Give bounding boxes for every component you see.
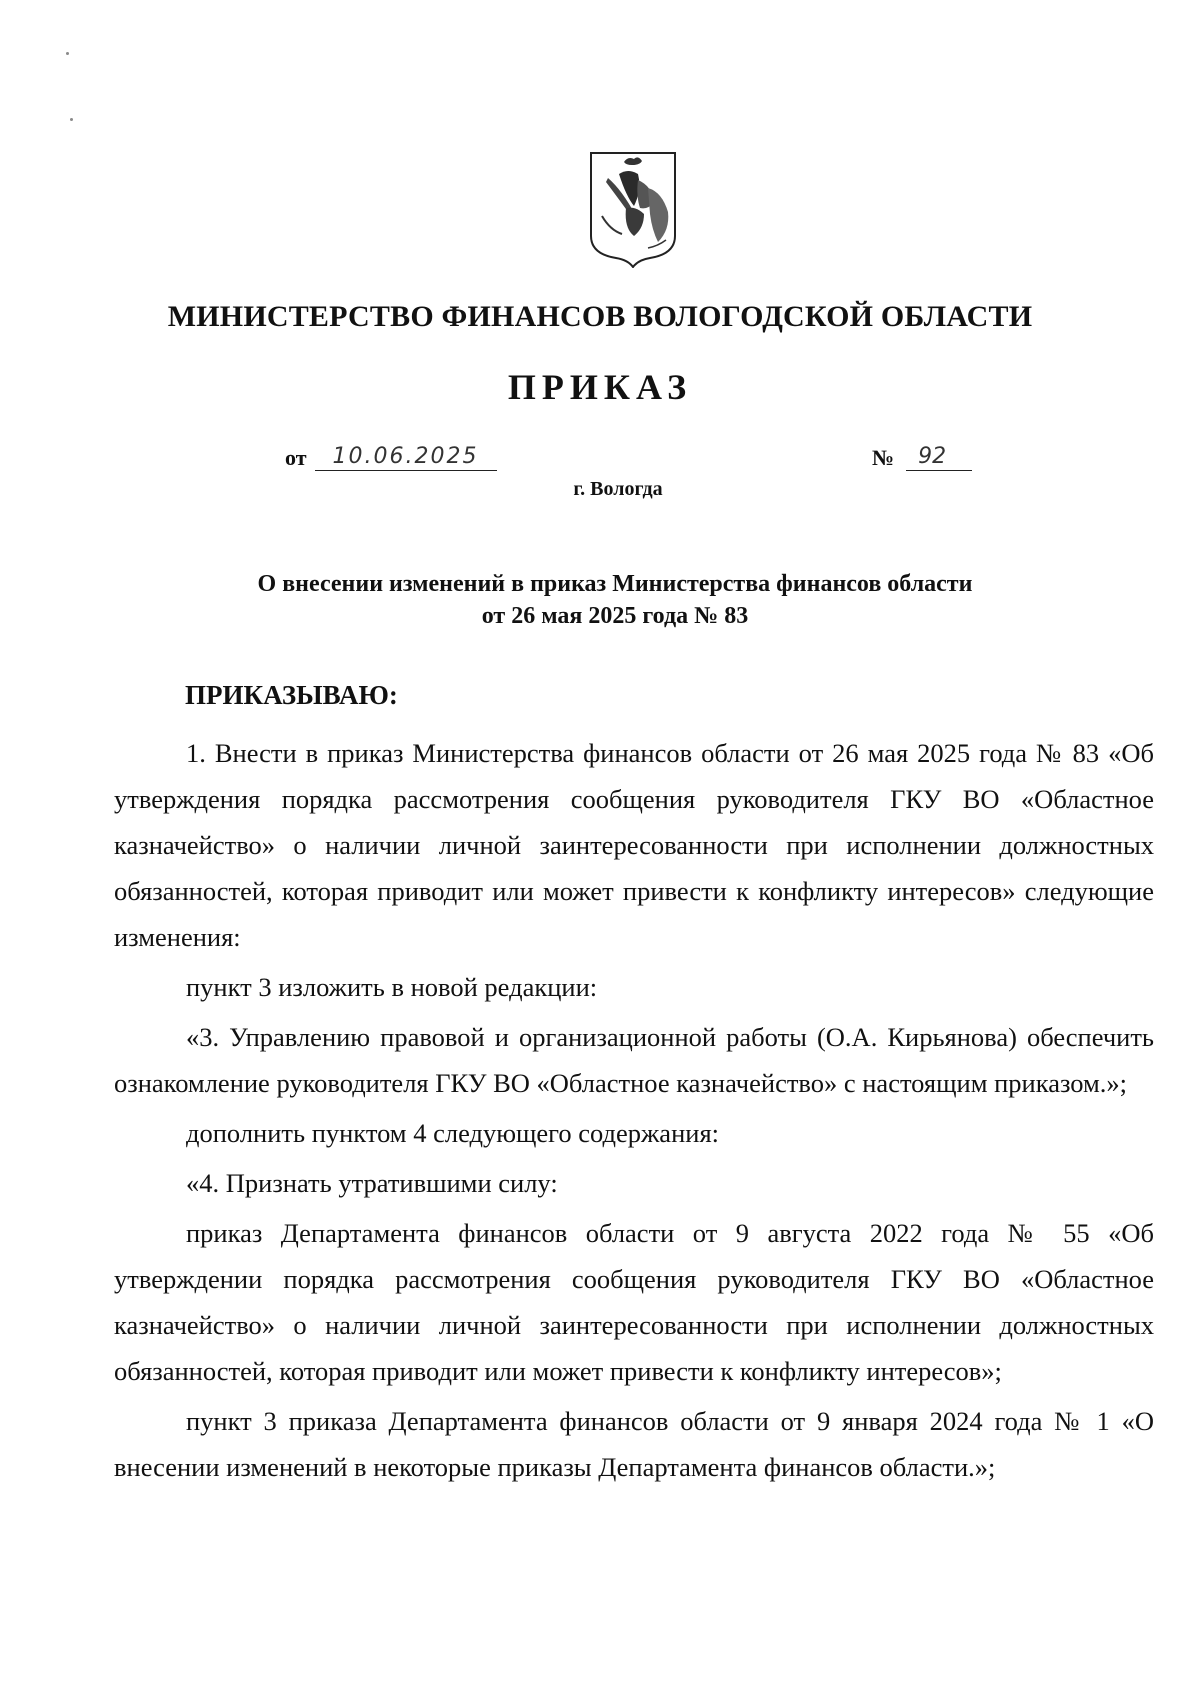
subject-line: от 26 мая 2025 года № 83 [481,603,749,629]
number-label: № [872,445,895,470]
paragraph: «4. Признать утратившими силу: [186,1168,558,1198]
order-subject [150,568,1080,632]
ministry-title: МИНИСТЕРСТВО ФИНАНСОВ ВОЛОГОДСКОЙ ОБЛАСТИ [167,300,1033,333]
order-body [114,730,1154,1490]
paragraph: дополнить пунктом 4 следующего содержания: [186,1118,719,1148]
paragraph: пункт 3 приказа Департамента финансов области от 9 января 2024 года № 1 «О внесении изменений в некоторые приказы Департамента финансов области.»; [114,1406,1154,1482]
order-word: ПРИКАЗЫВАЮ: [185,680,398,710]
document-type: ПРИКАЗ [507,367,693,407]
scan-speck [70,118,73,121]
city: г. Вологда [573,478,663,500]
date-field [285,444,497,471]
date-value: 10.06.2025 [315,444,497,471]
paragraph: «3. Управлению правовой и организационной работы (О.А. Кирьянова) обеспечить ознакомление руководителя ГКУ ВО «Областное казначейство» с настоящим приказом.»; [114,1022,1154,1098]
number-field [872,444,972,471]
paragraph: 1. Внести в приказ Министерства финансов области от 26 мая 2025 года № 83 «Об утверждения порядка рассмотрения сообщения руководителя ГКУ ВО «Областное казначейство» о наличии личной заинтересованности при исполнении должностных обязанностей, которая приводит или может привести к конфликту интересов» следующие изменения: [114,738,1154,952]
subject-line: О внесении изменений в приказ Министерства финансов области [257,571,973,597]
paragraph: пункт 3 изложить в новой редакции: [186,972,598,1002]
paragraph: приказ Департамента финансов области от 9 августа 2022 года № 55 «Об утверждении порядка рассмотрения сообщения руководителя ГКУ ВО «Областное казначейство» о наличии личной заинтересованности при исполнении должностных обязанностей, которая приводит или может привести к конфликту интересов»; [114,1218,1154,1386]
date-label: от [285,445,307,470]
number-value: 92 [906,444,972,471]
scan-speck [66,52,69,55]
coat-of-arms-icon [588,150,678,268]
